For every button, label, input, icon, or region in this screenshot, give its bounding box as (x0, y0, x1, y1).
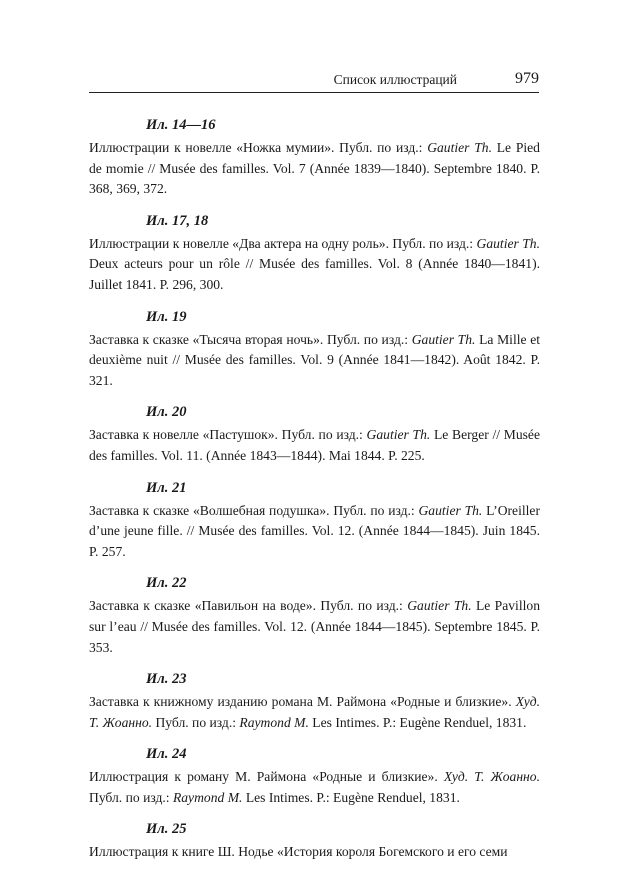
text-run: L’Oreiller d’une jeune fille. // Musée des familles. Vol. 12. (Année 1844—1845). Juin 1845. P. 257. (89, 502, 540, 559)
illustration-entry (89, 478, 540, 563)
page-number: 979 (515, 70, 539, 87)
illustration-entry (89, 744, 540, 808)
entry-heading: Ил. 23 (146, 671, 187, 688)
entry-description (89, 234, 540, 296)
illustration-list (89, 115, 540, 874)
entry-heading: Ил. 17, 18 (146, 212, 209, 229)
entry-description (89, 842, 540, 863)
entry-heading: Ил. 21 (146, 479, 187, 496)
header-rule (89, 92, 539, 93)
italic-text: Gautier Th. (427, 140, 492, 155)
text-run: Deux acteurs pour un rôle // Musée des familles. Vol. 8 (Année 1840—1841). Juillet 1841. P. 296, 300. (89, 256, 540, 292)
entry-heading: Ил. 24 (146, 746, 187, 763)
text-run: La Mille et deuxième nuit // Musée des familles. Vol. 9 (Année 1841—1842). Août 1842. P. 321. (89, 331, 541, 388)
text-run: Иллюстрация к роману М. Раймона «Родные и близкие». (89, 769, 444, 785)
text-run: Le Berger // Musée des familles. Vol. 11. (Année 1843—1844). Mai 1844. P. 225. (89, 427, 540, 463)
text-run: Le Pavillon sur l’eau // Musée des familles. Vol. 12. (Année 1844—1845). Septembre 1845. P. 353. (89, 598, 540, 655)
italic-text: Gautier Th. (407, 598, 472, 614)
header-title: Список иллюстраций (333, 72, 457, 87)
text-run: Иллюстрация к книге Ш. Нодье «История короля Богемского и его семи (89, 844, 508, 860)
text-run: Заставка к сказке «Тысяча вторая ночь». Публ. по изд.: (89, 331, 412, 347)
italic-text: Raymond M. (239, 714, 309, 730)
illustration-entry (89, 669, 540, 733)
entry-description (89, 596, 540, 658)
entry-description (89, 501, 540, 563)
text-run: Публ. по изд.: (89, 789, 173, 805)
italic-text: Gautier Th. (418, 502, 483, 518)
illustration-entry (89, 573, 540, 658)
italic-text: Gautier Th. (476, 235, 540, 251)
italic-text: Gautier Th. (411, 331, 476, 347)
entry-heading: Ил. 20 (146, 404, 187, 421)
italic-text: Raymond M. (172, 789, 243, 805)
text-run: Заставка к сказке «Волшебная подушка». Публ. по изд.: (89, 502, 419, 518)
illustration-entry (89, 211, 540, 296)
entry-description (89, 330, 540, 392)
text-run: Публ. по изд.: (152, 714, 240, 730)
entry-heading: Ил. 14—16 (146, 117, 216, 133)
text-run: Le Pied de momie // Musée des familles. Vol. 7 (Année 1839—1840). Septembre 1840. P. 368, 369, 372. (89, 140, 540, 197)
text-run: Иллюстрации к новелле «Ножка мумии». Публ. по изд.: (89, 140, 428, 155)
italic-text: Худ. Т. Жоанно. (89, 694, 540, 730)
illustration-entry (89, 819, 540, 863)
italic-text: Gautier Th. (366, 427, 431, 443)
running-header (89, 70, 539, 92)
italic-text: Худ. Т. Жоанно. (443, 769, 540, 785)
illustration-entry (89, 402, 540, 466)
entry-heading: Ил. 22 (146, 575, 187, 592)
text-run: Заставка к новелле «Пастушок». Публ. по изд.: (89, 427, 367, 443)
text-run: Les Intimes. P.: Eugène Renduel, 1831. (308, 714, 527, 730)
entry-heading: Ил. 19 (146, 308, 187, 325)
entry-description (89, 767, 540, 808)
entry-description (89, 692, 540, 733)
text-run: Les Intimes. P.: Eugène Renduel, 1831. (242, 789, 460, 805)
text-run: Иллюстрации к новелле «Два актера на одну роль». Публ. по изд.: (89, 235, 477, 251)
text-run: Заставка к книжному изданию романа М. Раймона «Родные и близкие». (89, 694, 516, 710)
illustration-entry (89, 115, 540, 200)
entry-description (89, 425, 540, 466)
illustration-entry (89, 307, 540, 392)
text-run: Заставка к сказке «Павильон на воде». Публ. по изд.: (89, 598, 408, 614)
entry-description (89, 138, 540, 200)
entry-heading: Ил. 25 (146, 821, 187, 838)
